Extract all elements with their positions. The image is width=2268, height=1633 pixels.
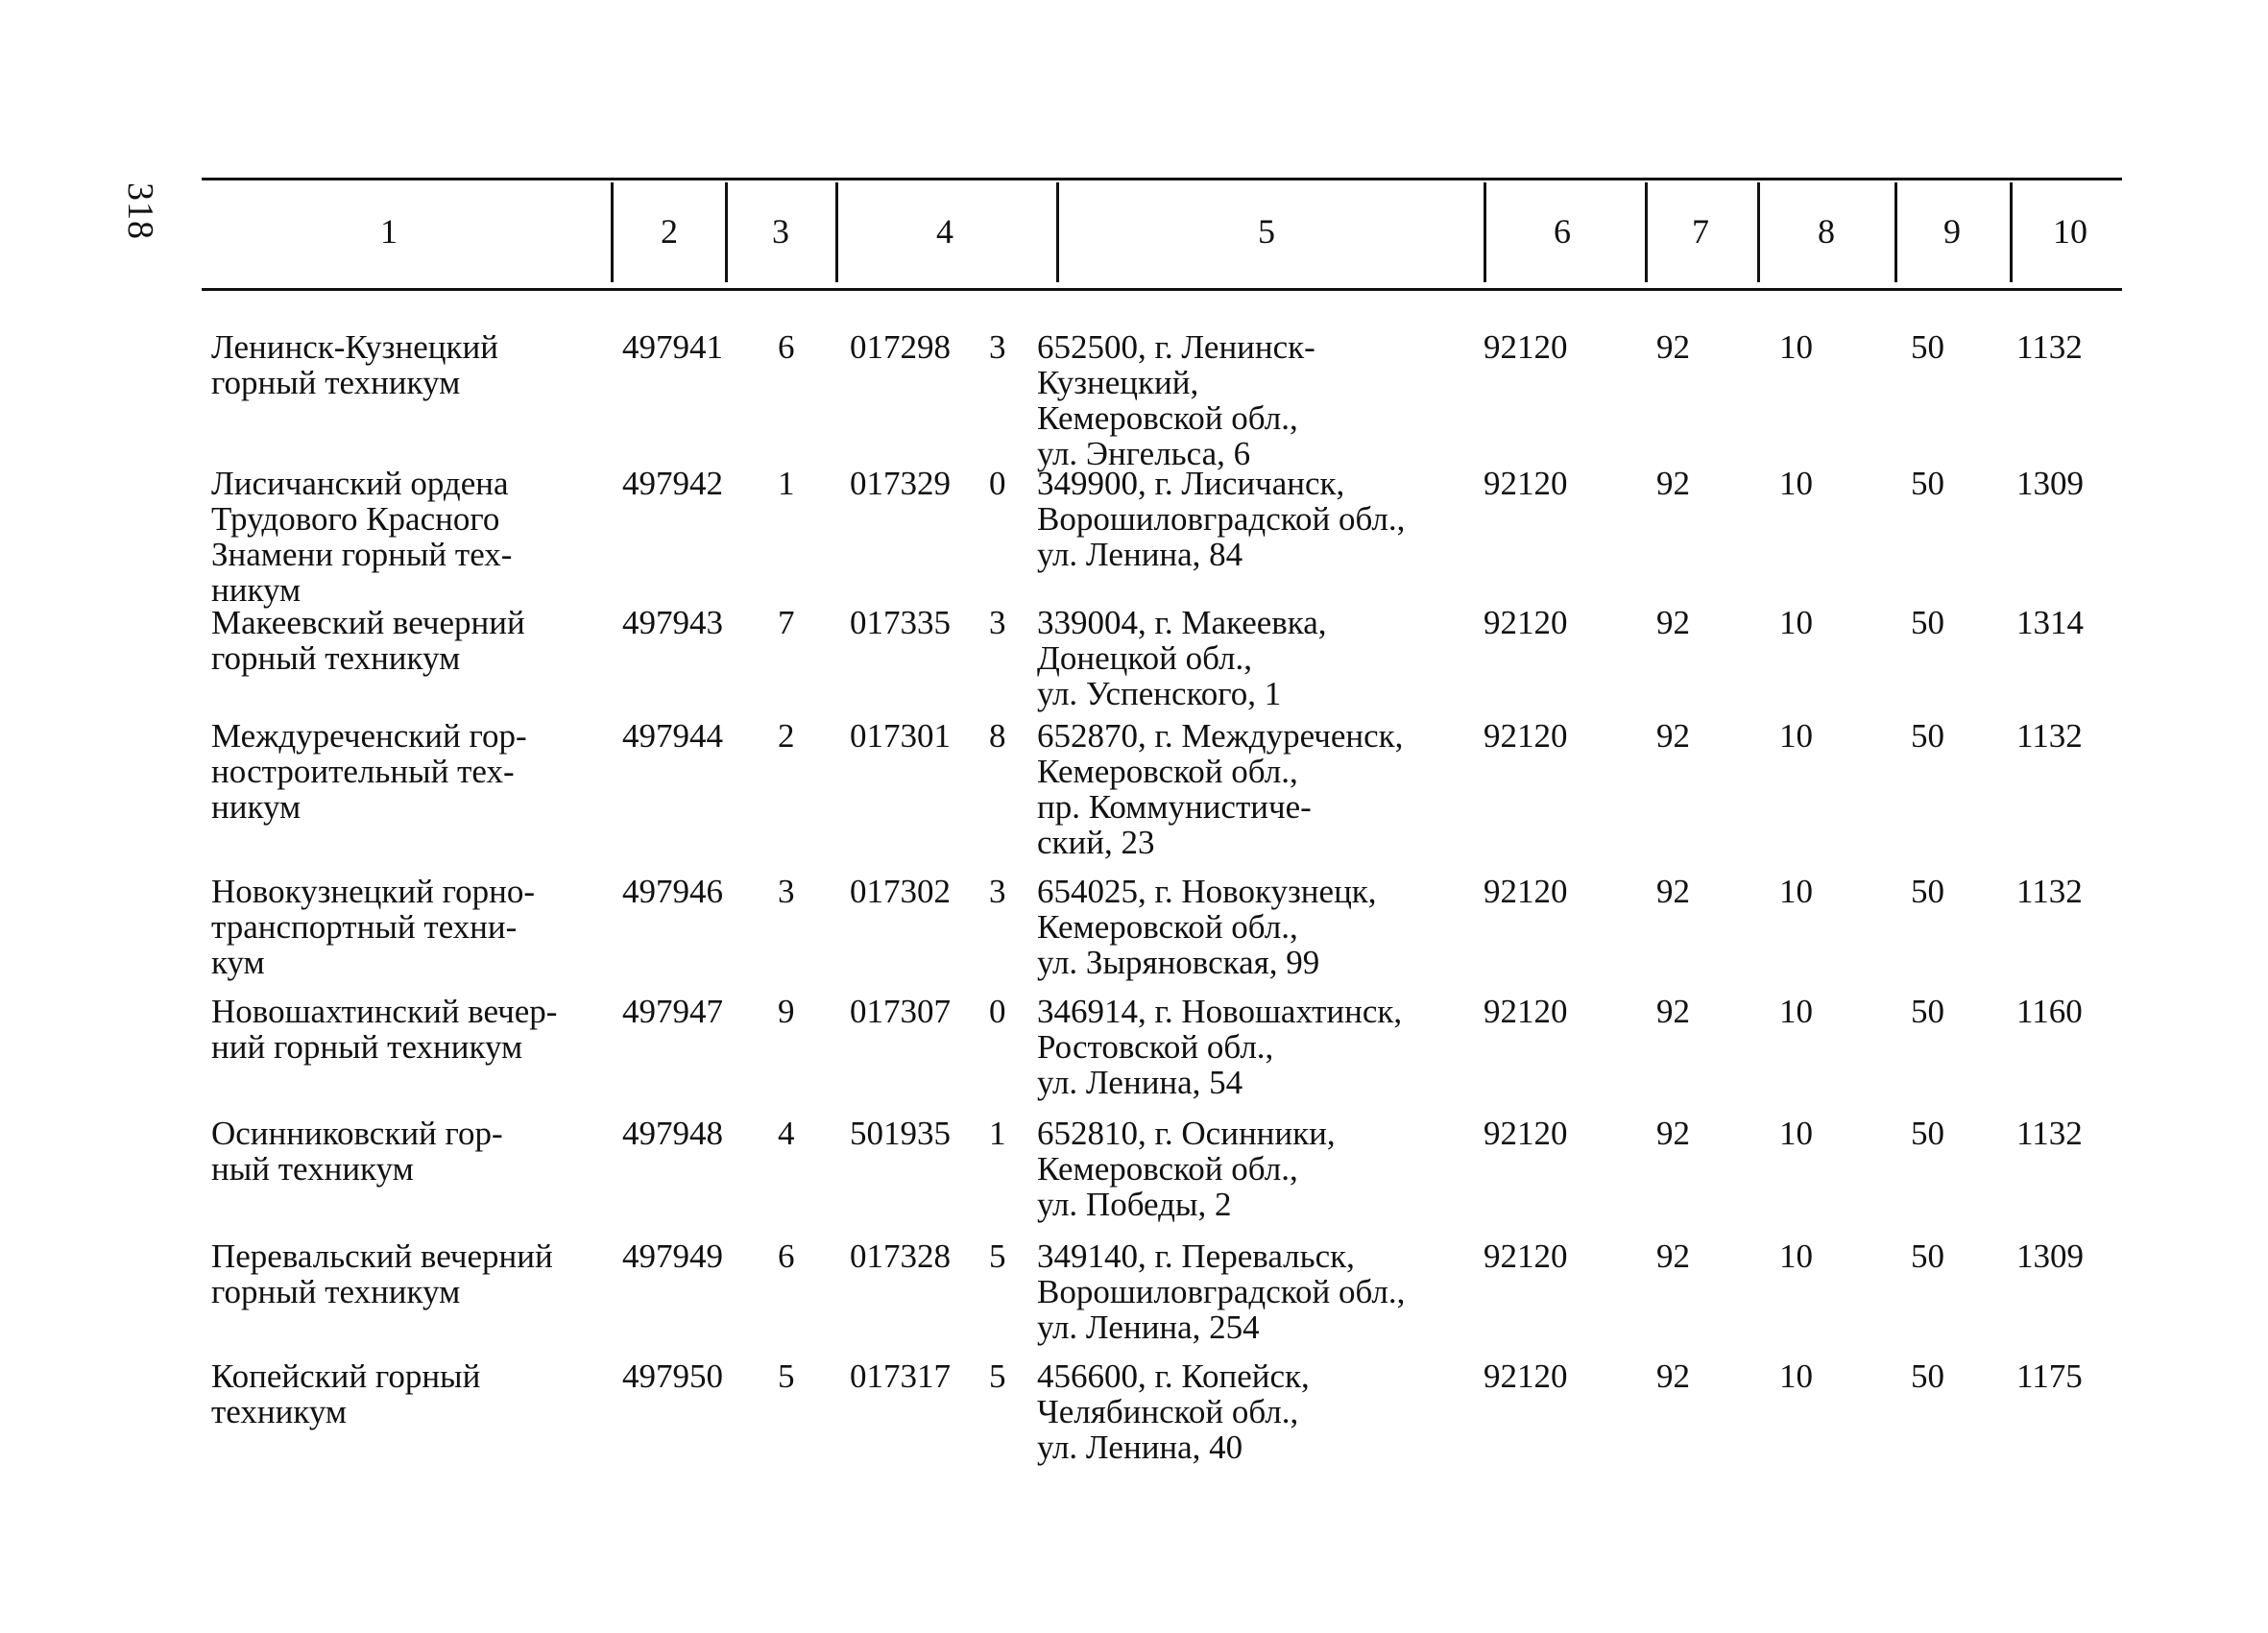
cell-col10: 1309 <box>2016 465 2084 502</box>
address-line: ул. Ленина, 40 <box>1037 1429 1243 1466</box>
institution-name-line: Междуреченский гор- <box>211 717 527 755</box>
cell-col3: 6 <box>778 1237 795 1275</box>
cell-col10: 1132 <box>2016 873 2083 910</box>
address-line: Ростовской обл., <box>1037 1028 1274 1066</box>
column-separator <box>725 182 728 282</box>
cell-col7: 92 <box>1656 1357 1690 1395</box>
column-header-9: 9 <box>1943 212 1961 251</box>
cell-col4: 017335 <box>850 604 951 641</box>
cell-col8: 10 <box>1779 993 1813 1030</box>
cell-col3: 3 <box>778 873 795 910</box>
cell-col9: 50 <box>1911 1237 1944 1275</box>
column-header-7: 7 <box>1692 212 1709 251</box>
table-top-rule <box>202 178 2122 180</box>
address-line: ул. Ленина, 84 <box>1037 536 1243 573</box>
institution-name-line: Копейский горный <box>211 1357 481 1395</box>
cell-col9: 50 <box>1911 465 1944 502</box>
cell-col7: 92 <box>1656 873 1690 910</box>
cell-col3: 2 <box>778 717 795 755</box>
cell-col4: 017307 <box>850 993 951 1030</box>
address-line: ул. Успенского, 1 <box>1037 675 1282 712</box>
address-line: Кемеровской обл., <box>1037 908 1298 946</box>
address-line: пр. Коммунистиче- <box>1037 788 1312 826</box>
cell-col7: 92 <box>1656 328 1690 366</box>
cell-col9: 50 <box>1911 604 1944 641</box>
cell-col7: 92 <box>1656 717 1690 755</box>
cell-col10: 1160 <box>2016 993 2083 1030</box>
cell-col2: 497949 <box>622 1237 723 1275</box>
address-line: 654025, г. Новокузнецк, <box>1037 873 1377 910</box>
cell-col4b: 1 <box>989 1115 1006 1152</box>
cell-col4: 017301 <box>850 717 951 755</box>
column-header-4: 4 <box>936 212 953 251</box>
cell-col4: 501935 <box>850 1115 951 1152</box>
cell-col6: 92120 <box>1484 1357 1568 1395</box>
cell-col9: 50 <box>1911 328 1944 366</box>
cell-col3: 1 <box>778 465 795 502</box>
cell-col6: 92120 <box>1484 465 1568 502</box>
institution-name-line: ный техникум <box>211 1150 414 1188</box>
cell-col9: 50 <box>1911 1115 1944 1152</box>
column-header-6: 6 <box>1554 212 1571 251</box>
cell-col7: 92 <box>1656 1237 1690 1275</box>
cell-col2: 497944 <box>622 717 723 755</box>
address-line: Кемеровской обл., <box>1037 1150 1298 1188</box>
institution-name-line: никум <box>211 788 302 826</box>
cell-col6: 92120 <box>1484 873 1568 910</box>
institution-name-line: никум <box>211 571 302 609</box>
address-line: Ворошиловградской обл., <box>1037 1273 1406 1310</box>
cell-col2: 497943 <box>622 604 723 641</box>
column-separator <box>1757 182 1760 282</box>
cell-col2: 497941 <box>622 328 723 366</box>
address-line: ул. Ленина, 254 <box>1037 1309 1260 1346</box>
address-line: 652500, г. Ленинск- <box>1037 328 1315 366</box>
column-separator <box>2010 182 2013 282</box>
cell-col4: 017317 <box>850 1357 951 1395</box>
column-header-2: 2 <box>661 212 678 251</box>
cell-col3: 9 <box>778 993 795 1030</box>
address-line: 456600, г. Копейск, <box>1037 1357 1310 1395</box>
address-line: ул. Энгельса, 6 <box>1037 435 1251 472</box>
institution-name-line: горный техникум <box>211 1273 461 1310</box>
cell-col7: 92 <box>1656 1115 1690 1152</box>
institution-name-line: ний горный техникум <box>211 1028 523 1066</box>
institution-name-line: Трудового Красного <box>211 500 500 538</box>
column-header-5: 5 <box>1258 212 1275 251</box>
cell-col4b: 3 <box>989 604 1006 641</box>
cell-col4: 017328 <box>850 1237 951 1275</box>
cell-col4b: 3 <box>989 873 1006 910</box>
cell-col6: 92120 <box>1484 1237 1568 1275</box>
cell-col10: 1132 <box>2016 328 2083 366</box>
cell-col8: 10 <box>1779 604 1813 641</box>
cell-col10: 1175 <box>2016 1357 2083 1395</box>
cell-col7: 92 <box>1656 465 1690 502</box>
column-header-10: 10 <box>2053 212 2087 251</box>
cell-col8: 10 <box>1779 1357 1813 1395</box>
cell-col10: 1132 <box>2016 1115 2083 1152</box>
cell-col6: 92120 <box>1484 604 1568 641</box>
institution-name-line: кум <box>211 944 265 981</box>
cell-col9: 50 <box>1911 873 1944 910</box>
cell-col3: 4 <box>778 1115 795 1152</box>
cell-col6: 92120 <box>1484 993 1568 1030</box>
institution-name-line: Новошахтинский вечер- <box>211 993 558 1030</box>
column-header-3: 3 <box>772 212 789 251</box>
column-header-1: 1 <box>380 212 398 251</box>
address-line: ский, 23 <box>1037 824 1155 861</box>
institution-name-line: техникум <box>211 1393 348 1430</box>
cell-col2: 497947 <box>622 993 723 1030</box>
address-line: 652810, г. Осинники, <box>1037 1115 1336 1152</box>
column-separator <box>835 182 838 282</box>
address-line: ул. Зыряновская, 99 <box>1037 944 1320 981</box>
cell-col7: 92 <box>1656 604 1690 641</box>
address-line: 349900, г. Лисичанск, <box>1037 465 1345 502</box>
cell-col9: 50 <box>1911 717 1944 755</box>
column-separator <box>1484 182 1486 282</box>
address-line: 339004, г. Макеевка, <box>1037 604 1327 641</box>
cell-col4b: 0 <box>989 993 1006 1030</box>
cell-col4: 017302 <box>850 873 951 910</box>
cell-col4b: 5 <box>989 1357 1006 1395</box>
address-line: Челябинской обл., <box>1037 1393 1299 1430</box>
cell-col10: 1314 <box>2016 604 2084 641</box>
column-separator <box>1056 182 1059 282</box>
column-header-8: 8 <box>1818 212 1835 251</box>
table-header-rule <box>202 288 2122 291</box>
cell-col4: 017298 <box>850 328 951 366</box>
cell-col4b: 3 <box>989 328 1006 366</box>
cell-col3: 7 <box>778 604 795 641</box>
cell-col3: 6 <box>778 328 795 366</box>
column-separator <box>1645 182 1648 282</box>
address-line: Донецкой обл., <box>1037 639 1252 677</box>
institution-name-line: Макеевский вечерний <box>211 604 525 641</box>
cell-col2: 497948 <box>622 1115 723 1152</box>
address-line: Кузнецкий, <box>1037 364 1199 401</box>
cell-col4b: 5 <box>989 1237 1006 1275</box>
cell-col8: 10 <box>1779 328 1813 366</box>
cell-col6: 92120 <box>1484 1115 1568 1152</box>
cell-col6: 92120 <box>1484 717 1568 755</box>
institution-name-line: Перевальский вечерний <box>211 1237 553 1275</box>
page-number: 318 <box>120 182 160 240</box>
cell-col4b: 0 <box>989 465 1006 502</box>
cell-col8: 10 <box>1779 717 1813 755</box>
cell-col9: 50 <box>1911 1357 1944 1395</box>
institution-name-line: Ленинск-Кузнецкий <box>211 328 498 366</box>
cell-col8: 10 <box>1779 1237 1813 1275</box>
institution-name-line: транспортный техни- <box>211 908 518 946</box>
cell-col2: 497942 <box>622 465 723 502</box>
institution-name-line: Лисичанский ордена <box>211 465 509 502</box>
address-line: 349140, г. Перевальск, <box>1037 1237 1355 1275</box>
cell-col10: 1309 <box>2016 1237 2084 1275</box>
cell-col8: 10 <box>1779 873 1813 910</box>
institution-name-line: ностроительный тех- <box>211 753 515 790</box>
cell-col3: 5 <box>778 1357 795 1395</box>
address-line: Ворошиловградской обл., <box>1037 500 1406 538</box>
address-line: 652870, г. Междуреченск, <box>1037 717 1404 755</box>
column-separator <box>611 182 614 282</box>
cell-col2: 497946 <box>622 873 723 910</box>
address-line: ул. Ленина, 54 <box>1037 1064 1243 1101</box>
address-line: Кемеровской обл., <box>1037 399 1298 437</box>
cell-col4b: 8 <box>989 717 1006 755</box>
address-line: 346914, г. Новошахтинск, <box>1037 993 1403 1030</box>
cell-col6: 92120 <box>1484 328 1568 366</box>
cell-col10: 1132 <box>2016 717 2083 755</box>
address-line: ул. Победы, 2 <box>1037 1186 1232 1223</box>
column-separator <box>1894 182 1897 282</box>
cell-col9: 50 <box>1911 993 1944 1030</box>
institution-name-line: горный техникум <box>211 639 461 677</box>
cell-col4: 017329 <box>850 465 951 502</box>
institution-name-line: Новокузнецкий горно- <box>211 873 535 910</box>
cell-col7: 92 <box>1656 993 1690 1030</box>
institution-name-line: горный техникум <box>211 364 461 401</box>
institution-name-line: Знамени горный тех- <box>211 536 513 573</box>
address-line: Кемеровской обл., <box>1037 753 1298 790</box>
cell-col8: 10 <box>1779 465 1813 502</box>
institution-name-line: Осинниковский гор- <box>211 1115 503 1152</box>
cell-col2: 497950 <box>622 1357 723 1395</box>
cell-col8: 10 <box>1779 1115 1813 1152</box>
